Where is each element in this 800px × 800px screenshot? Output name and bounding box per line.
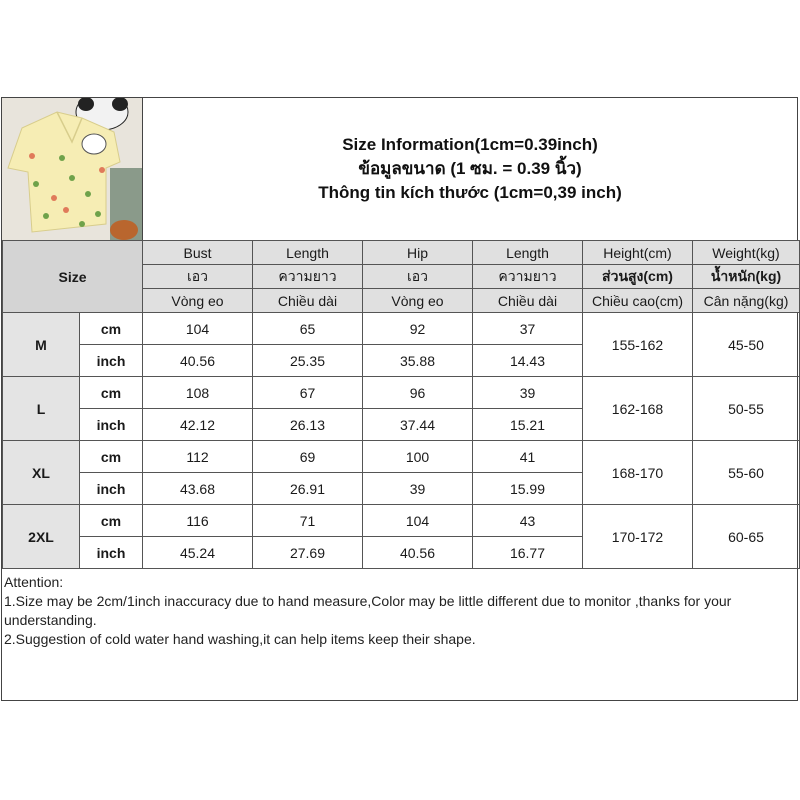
cell-value: 14.43	[473, 345, 583, 377]
attention-notes	[4, 573, 794, 649]
cell-value: 67	[253, 377, 363, 409]
cell-value: 65	[253, 313, 363, 345]
cell-height: 168-170	[583, 441, 693, 505]
unit-inch: inch	[80, 409, 143, 441]
cell-height: 170-172	[583, 505, 693, 569]
col-header-vi: Chiều cao(cm)	[583, 289, 693, 313]
cell-value: 69	[253, 441, 363, 473]
col-header-en: Hip	[363, 241, 473, 265]
cell-value: 39	[363, 473, 473, 505]
col-header-vi: Chiều dài	[253, 289, 363, 313]
size-label-xl: XL	[3, 441, 80, 505]
col-header-th: ความยาว	[473, 265, 583, 289]
unit-cm: cm	[80, 377, 143, 409]
header-english: Size Information(1cm=0.39inch)	[342, 135, 598, 154]
cell-value: 15.99	[473, 473, 583, 505]
cell-value: 26.91	[253, 473, 363, 505]
col-header-en: Length	[473, 241, 583, 265]
cell-value: 26.13	[253, 409, 363, 441]
cell-weight: 60-65	[693, 505, 800, 569]
cell-value: 100	[363, 441, 473, 473]
size-column-header: Size	[3, 241, 143, 313]
size-label-l: L	[3, 377, 80, 441]
cell-value: 108	[143, 377, 253, 409]
unit-inch: inch	[80, 537, 143, 569]
cell-value: 37	[473, 313, 583, 345]
cell-weight: 55-60	[693, 441, 800, 505]
header-thai: ข้อมูลขนาด (1 ซม. = 0.39 นิ้ว)	[358, 159, 582, 178]
cell-value: 43	[473, 505, 583, 537]
unit-cm: cm	[80, 313, 143, 345]
unit-inch: inch	[80, 345, 143, 377]
col-header-vi: Cân nặng(kg)	[693, 289, 800, 313]
cell-height: 155-162	[583, 313, 693, 377]
col-header-en: Length	[253, 241, 363, 265]
cell-value: 35.88	[363, 345, 473, 377]
unit-cm: cm	[80, 441, 143, 473]
col-header-vi: Chiều dài	[473, 289, 583, 313]
cell-value: 15.21	[473, 409, 583, 441]
cell-value: 25.35	[253, 345, 363, 377]
attention-note-1: 1.Size may be 2cm/1inch inaccuracy due to hand measure,Color may be little different due to monitor ,thanks for your understanding.	[4, 593, 732, 628]
product-shirt-image	[2, 98, 142, 240]
cell-value: 96	[363, 377, 473, 409]
col-header-th: ส่วนสูง(cm)	[583, 265, 693, 289]
cell-value: 40.56	[363, 537, 473, 569]
size-label-2xl: 2XL	[3, 505, 80, 569]
cell-value: 37.44	[363, 409, 473, 441]
cell-weight: 45-50	[693, 313, 800, 377]
cell-value: 116	[143, 505, 253, 537]
cell-value: 104	[363, 505, 473, 537]
cell-value: 40.56	[143, 345, 253, 377]
col-header-en: Weight(kg)	[693, 241, 800, 265]
col-header-en: Height(cm)	[583, 241, 693, 265]
cell-value: 27.69	[253, 537, 363, 569]
col-header-th: ความยาว	[253, 265, 363, 289]
cell-value: 16.77	[473, 537, 583, 569]
cell-value: 41	[473, 441, 583, 473]
cell-weight: 50-55	[693, 377, 800, 441]
col-header-th: เอว	[143, 265, 253, 289]
col-header-vi: Vòng eo	[363, 289, 473, 313]
col-header-vi: Vòng eo	[143, 289, 253, 313]
cell-value: 92	[363, 313, 473, 345]
attention-note-2: 2.Suggestion of cold water hand washing,it can help items keep their shape.	[4, 631, 476, 647]
header-vietnamese: Thông tin kích thước (1cm=0,39 inch)	[318, 183, 622, 202]
cell-value: 42.12	[143, 409, 253, 441]
cell-value: 104	[143, 313, 253, 345]
cell-height: 162-168	[583, 377, 693, 441]
size-table	[2, 240, 800, 569]
col-header-en: Bust	[143, 241, 253, 265]
cell-value: 71	[253, 505, 363, 537]
size-information-header	[143, 98, 797, 241]
cell-value: 39	[473, 377, 583, 409]
unit-inch: inch	[80, 473, 143, 505]
attention-title: Attention:	[4, 574, 64, 590]
cell-value: 45.24	[143, 537, 253, 569]
col-header-th: น้ำหนัก(kg)	[693, 265, 800, 289]
size-label-m: M	[3, 313, 80, 377]
unit-cm: cm	[80, 505, 143, 537]
col-header-th: เอว	[363, 265, 473, 289]
cell-value: 43.68	[143, 473, 253, 505]
product-photo	[2, 98, 143, 240]
cell-value: 112	[143, 441, 253, 473]
